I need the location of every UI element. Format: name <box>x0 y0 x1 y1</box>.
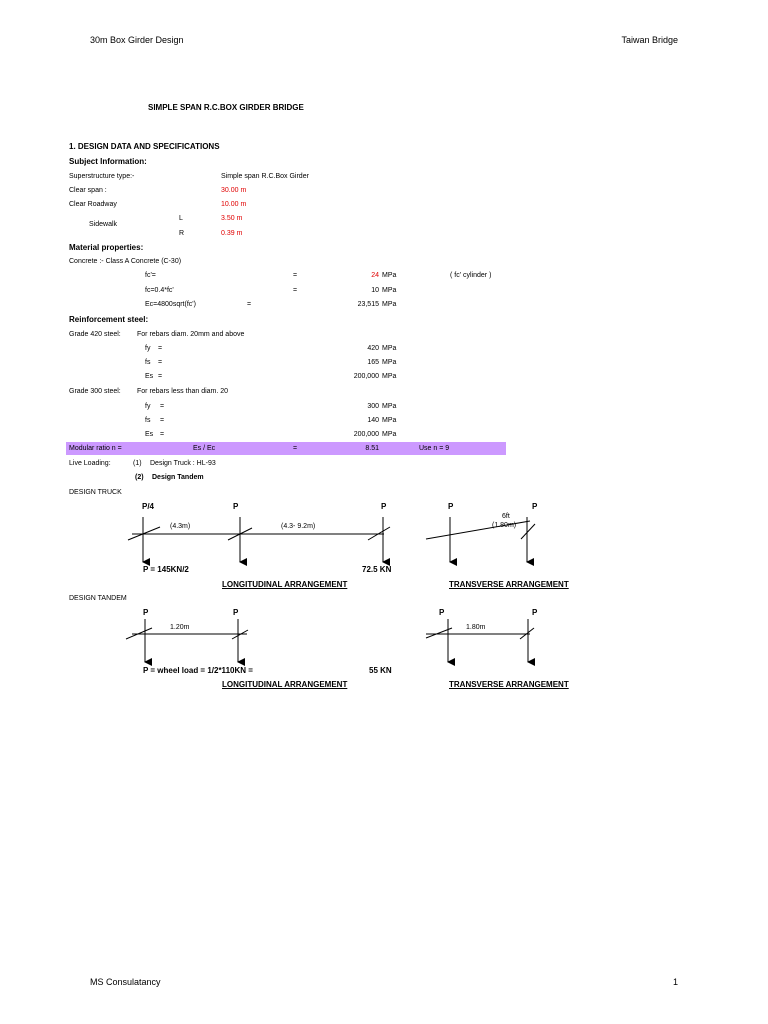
g300-fs-name: fs <box>145 417 151 424</box>
clear-span-value: 30.00 m <box>221 187 247 194</box>
g300-fs-eq: = <box>160 417 165 424</box>
truck-long-caption: LONGITUDINAL ARRANGEMENT <box>222 580 348 589</box>
footer-company: MS Consulatancy <box>90 977 161 987</box>
live-loading-item2: Design Tandem <box>152 474 204 481</box>
truck-long-dim1: (4.3m) <box>170 523 191 530</box>
g420-fy-eq: = <box>158 345 163 352</box>
ec-unit: MPa <box>382 301 397 308</box>
design-tandem-label: DESIGN TANDEM <box>69 595 127 602</box>
subject-info-heading: Subject Information: <box>69 157 147 166</box>
fc-prime-note: ( fc' cylinder ) <box>450 272 492 279</box>
truck-long-load-p1: P/4 <box>142 502 155 511</box>
tandem-trans-caption: TRANSVERSE ARRANGEMENT <box>449 680 569 689</box>
g300-fs-unit: MPa <box>382 417 397 424</box>
g300-es-unit: MPa <box>382 431 397 438</box>
fc-value: 10 <box>371 287 379 294</box>
fc-unit: MPa <box>382 287 397 294</box>
live-loading-item2-num: (2) <box>135 474 144 481</box>
tandem-long-load-p2: P <box>233 608 239 617</box>
grade420-desc: For rebars diam. 20mm and above <box>137 331 245 338</box>
g300-fy-unit: MPa <box>382 403 397 410</box>
g420-fs-unit: MPa <box>382 359 397 366</box>
modular-ratio-eq: = <box>293 445 298 452</box>
page-number: 1 <box>672 977 678 987</box>
g420-fs-name: fs <box>145 359 151 366</box>
modular-ratio-value: 8.51 <box>365 445 379 452</box>
truck-trans-caption: TRANSVERSE ARRANGEMENT <box>449 580 569 589</box>
ec-name: Ec=4800sqrt(fc') <box>145 301 196 308</box>
g420-es-eq: = <box>158 373 163 380</box>
tandem-long-caption: LONGITUDINAL ARRANGEMENT <box>222 680 348 689</box>
tandem-p-value: 55 KN <box>369 666 392 675</box>
modular-ratio-use: Use n = 9 <box>419 445 450 452</box>
sidewalk-label: Sidewalk <box>89 221 118 228</box>
g420-fy-name: fy <box>145 345 151 352</box>
g420-fy-unit: MPa <box>382 345 397 352</box>
sidewalk-left-value: 3.50 m <box>221 215 243 222</box>
g420-fy-value: 420 <box>367 345 379 352</box>
superstructure-value: Simple span R.C.Box Girder <box>221 173 309 180</box>
live-loading-item1-num: (1) <box>133 460 142 467</box>
truck-long-load-p2: P <box>233 502 239 511</box>
document-title: SIMPLE SPAN R.C.BOX GIRDER BRIDGE <box>148 103 304 112</box>
g300-fs-value: 140 <box>367 417 379 424</box>
clear-roadway-value: 10.00 m <box>221 201 247 208</box>
g420-fs-value: 165 <box>367 359 379 366</box>
material-heading: Material properties: <box>69 243 144 252</box>
concrete-class: Concrete :- Class A Concrete (C-30) <box>69 258 182 265</box>
g300-fy-name: fy <box>145 403 151 410</box>
g420-fs-eq: = <box>158 359 163 366</box>
sidewalk-right-value: 0.39 m <box>221 230 243 237</box>
g420-es-value: 200,000 <box>353 373 379 380</box>
g300-fy-value: 300 <box>367 403 379 410</box>
truck-trans-dim-top: 6ft <box>502 513 510 520</box>
g300-es-eq: = <box>160 431 165 438</box>
truck-p-formula: P = 145KN/2 <box>143 565 189 574</box>
tandem-long-dim: 1.20m <box>170 624 190 631</box>
ec-value: 23,515 <box>357 301 379 308</box>
fc-prime-eq: = <box>293 272 298 279</box>
truck-long-load-p3: P <box>381 502 387 511</box>
fc-eq: = <box>293 287 298 294</box>
g300-es-value: 200,000 <box>353 431 379 438</box>
live-loading-label: Live Loading: <box>69 460 111 467</box>
fc-name: fc=0.4*fc' <box>145 287 174 294</box>
tandem-trans-load-p2: P <box>532 608 538 617</box>
tandem-long-load-p1: P <box>143 608 149 617</box>
clear-roadway-label: Clear Roadway <box>69 201 117 208</box>
modular-ratio-formula: Es / Ec <box>193 445 216 452</box>
reinforcement-heading: Reinforcement steel: <box>69 315 149 324</box>
g300-es-name: Es <box>145 431 154 438</box>
grade420-label: Grade 420 steel: <box>69 331 121 338</box>
modular-ratio-label: Modular ratio n = <box>69 445 122 452</box>
grade300-desc: For rebars less than diam. 20 <box>137 388 229 395</box>
truck-p-value: 72.5 KN <box>362 565 392 574</box>
g300-fy-eq: = <box>160 403 165 410</box>
tandem-trans-load-p1: P <box>439 608 445 617</box>
fc-prime-value: 24 <box>371 272 379 279</box>
fc-prime-unit: MPa <box>382 272 397 279</box>
live-loading-item1: Design Truck : HL-93 <box>150 460 216 467</box>
truck-long-dim2: (4.3- 9.2m) <box>281 523 316 530</box>
superstructure-label: Superstructure type:- <box>69 173 135 180</box>
truck-trans-load-p2: P <box>532 502 538 511</box>
truck-trans-load-p1: P <box>448 502 454 511</box>
truck-trans-dim: (1.80m) <box>492 522 517 529</box>
g420-es-unit: MPa <box>382 373 397 380</box>
grade300-label: Grade 300 steel: <box>69 388 121 395</box>
section-heading: 1. DESIGN DATA AND SPECIFICATIONS <box>69 142 220 151</box>
tandem-p-formula: P = wheel load = 1/2*110KN = <box>143 666 253 675</box>
g420-es-name: Es <box>145 373 154 380</box>
clear-span-label: Clear span : <box>69 187 107 194</box>
design-truck-label: DESIGN TRUCK <box>69 489 122 496</box>
fc-prime-name: fc'= <box>145 272 156 279</box>
header-right: Taiwan Bridge <box>621 35 678 45</box>
header-left: 30m Box Girder Design <box>90 35 184 45</box>
tandem-trans-dim: 1.80m <box>466 624 486 631</box>
sidewalk-left-label: L <box>179 215 183 222</box>
sidewalk-right-label: R <box>179 230 185 237</box>
ec-eq: = <box>247 301 252 308</box>
